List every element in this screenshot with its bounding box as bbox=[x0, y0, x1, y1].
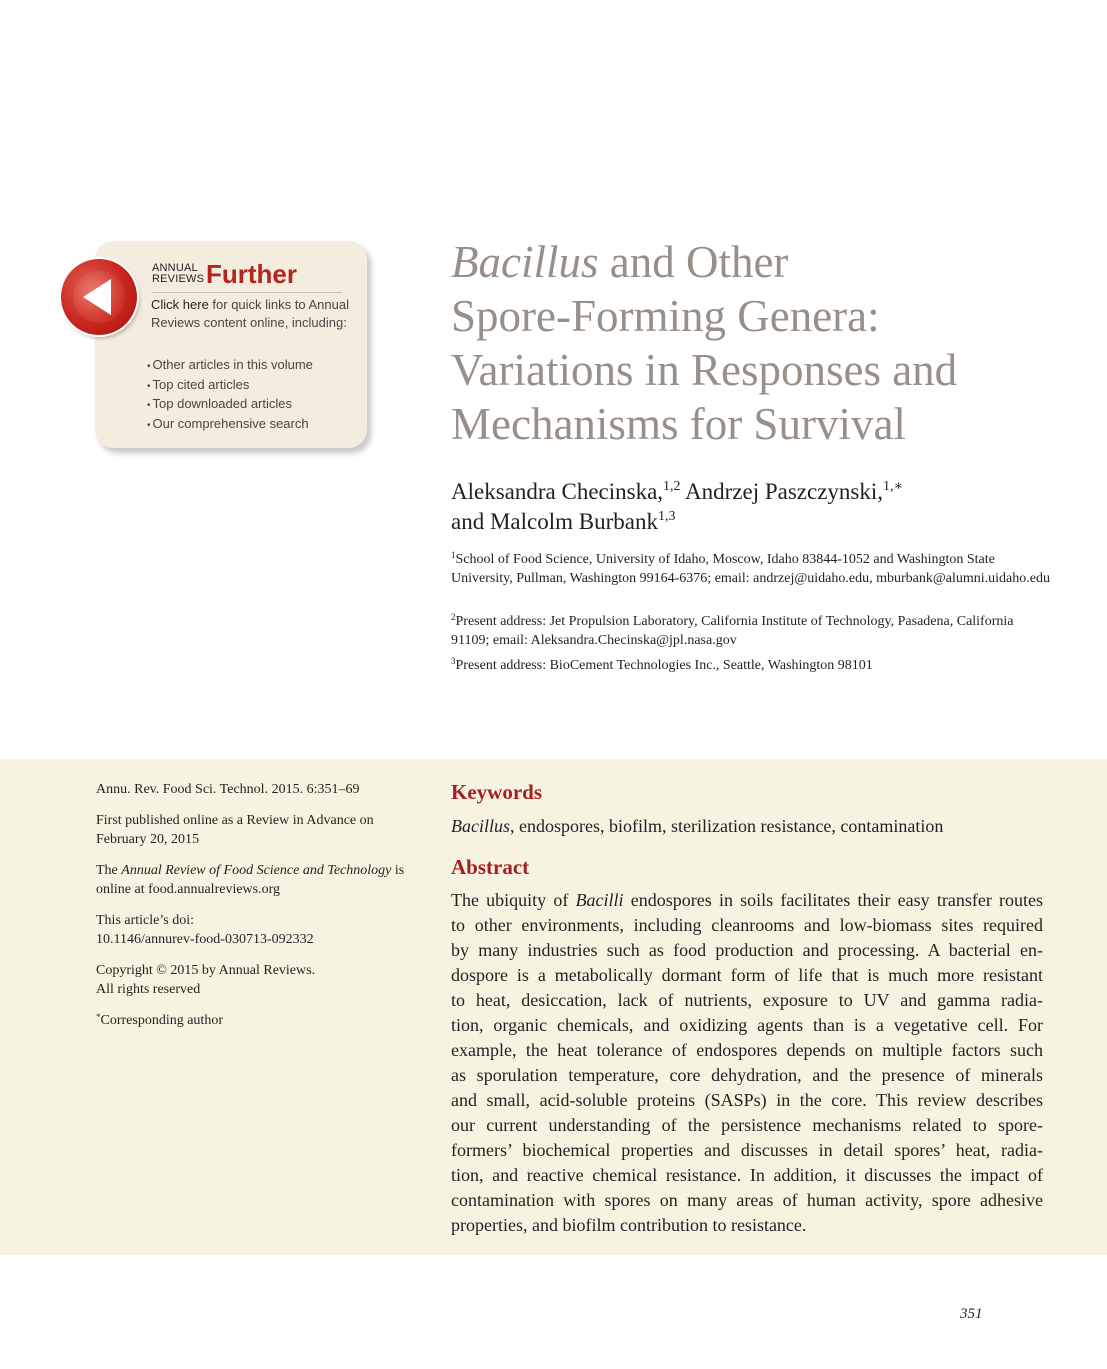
doi-block bbox=[96, 911, 416, 949]
further-intro-text: for quick links to Annual Reviews content online, including: bbox=[151, 297, 349, 330]
journal-info bbox=[96, 861, 416, 899]
logo-line-reviews: REVIEWS bbox=[152, 273, 205, 285]
doi-label: This article’s doi: bbox=[96, 913, 194, 928]
abstract-line: example, the heat tolerance of endospores depends on multiple factors such bbox=[451, 1040, 1043, 1060]
abstract-line: and small, acid-soluble proteins (SASPs) in the core. This review describes bbox=[451, 1090, 1043, 1110]
author-list bbox=[451, 477, 1051, 537]
rights: All rights reserved bbox=[96, 982, 201, 997]
further-links bbox=[147, 356, 313, 434]
corresponding-text: Corresponding author bbox=[100, 1013, 223, 1028]
copyright-block bbox=[96, 961, 416, 999]
further-intro bbox=[151, 296, 351, 331]
affiliation-text: Present address: Jet Propulsion Laboratory, California Institute of Technology, Pasadena, California 91109; email: Aleksandra.Checinska@jpl.nasa.gov bbox=[451, 614, 1014, 648]
corresponding-author bbox=[96, 1011, 416, 1030]
abstract-line: to heat, desiccation, lack of nutrients, exposure to UV and gamma radia- bbox=[451, 990, 1043, 1010]
further-link-other-articles[interactable]: • Other articles in this volume bbox=[147, 356, 313, 376]
further-link-top-downloaded[interactable]: • Top downloaded articles bbox=[147, 395, 313, 415]
further-link-top-cited[interactable]: • Top cited articles bbox=[147, 376, 313, 396]
abstract-line-text: endospores in soils facilitates their easy transfer routes bbox=[630, 890, 1043, 910]
abstract-line: formers’ biochemical properties and discusses in detail spores’ heat, radia- bbox=[451, 1140, 1043, 1160]
affiliation-mark: 2 bbox=[451, 612, 456, 622]
author-affil-mark: 1,3 bbox=[657, 509, 676, 524]
further-header bbox=[152, 259, 342, 293]
affiliation-mark: 3 bbox=[451, 656, 456, 666]
abstract-line: to other environments, including cleanrooms and low-biomass sites required bbox=[451, 915, 1043, 935]
journal-suffix: is online at food.annualreviews.org bbox=[96, 863, 405, 897]
affiliation-text: School of Food Science, University of Idaho, Moscow, Idaho 83844-1052 and Washington State University, Pullman, Washington 99164-6376; email: andrzej@uidaho.edu, mburbank@alumni.uidaho.edu bbox=[451, 552, 1050, 586]
abstract-italic: Bacilli bbox=[575, 890, 624, 910]
abstract-line: tion, organic chemicals, and oxidizing agents than is a vegetative cell. For bbox=[451, 1015, 1043, 1035]
logo-line-annual: ANNUAL bbox=[152, 262, 198, 274]
article-title bbox=[451, 235, 1051, 451]
further-title: Further bbox=[206, 259, 297, 289]
abstract-line: our current understanding of the persistence mechanisms related to spore- bbox=[451, 1115, 1043, 1135]
keywords-heading: Keywords bbox=[451, 780, 542, 804]
keywords-list bbox=[451, 814, 1051, 838]
author-affil-mark: 1,∗ bbox=[883, 479, 904, 494]
affiliation-mark: 1 bbox=[451, 550, 456, 560]
abstract-line: tion, and reactive chemical resistance. In addition, it discusses the impact of bbox=[451, 1165, 1043, 1185]
doi-link[interactable]: 10.1146/annurev-food-030713-092332 bbox=[96, 932, 314, 947]
title-line2: Spore-Forming Genera: bbox=[451, 291, 880, 341]
abstract-line: as sporulation temperature, core dehydration, and the presence of minerals bbox=[451, 1065, 1043, 1085]
title-italic: Bacillus bbox=[451, 237, 599, 287]
citation: Annu. Rev. Food Sci. Technol. 2015. 6:351–69 bbox=[96, 782, 360, 797]
abstract-text bbox=[451, 888, 1043, 1238]
abstract-prefix: The ubiquity of bbox=[451, 890, 576, 910]
click-here-link[interactable]: Click here bbox=[151, 297, 209, 312]
abstract-line: dospore is a metabolically dormant form of life that is much more resistant bbox=[451, 965, 1043, 985]
journal-name: Annual Review of Food Science and Technology bbox=[121, 863, 392, 878]
keyword-italic: Bacillus bbox=[451, 816, 510, 836]
back-arrow-icon[interactable] bbox=[61, 259, 137, 335]
abstract-line: properties, and biofilm contribution to resistance. bbox=[451, 1215, 807, 1235]
affiliation bbox=[451, 656, 1051, 675]
abstract-heading: Abstract bbox=[451, 855, 530, 879]
author-name: and Malcolm Burbank bbox=[451, 509, 658, 534]
page-number: 351 bbox=[960, 1306, 983, 1322]
abstract-line: contamination with spores on many areas of human activity, spore adhesive bbox=[451, 1190, 1043, 1210]
journal-prefix: The bbox=[96, 863, 122, 878]
first-published: First published online as a Review in Advance on February 20, 2015 bbox=[96, 813, 374, 847]
abstract-space bbox=[624, 890, 631, 910]
copyright: Copyright © 2015 by Annual Reviews. bbox=[96, 963, 316, 978]
keywords-rest: , endospores, biofilm, sterilization resistance, contamination bbox=[510, 816, 944, 836]
author-affil-mark: 1,2 bbox=[663, 479, 681, 494]
back-arrow-glyph bbox=[61, 259, 137, 335]
affiliation-text: Present address: BioCement Technologies Inc., Seattle, Washington 98101 bbox=[455, 658, 873, 673]
abstract-line: by many industries such as food production and processing. A bacterial en- bbox=[451, 940, 1043, 960]
author-name: Andrzej Paszczynski, bbox=[685, 479, 884, 504]
abstract-line bbox=[451, 888, 1043, 913]
affiliation bbox=[451, 612, 1051, 650]
author-name: Aleksandra Checinska, bbox=[451, 479, 664, 504]
affiliation bbox=[451, 550, 1051, 588]
corresponding-mark: * bbox=[96, 1012, 101, 1022]
title-line1: and Other bbox=[598, 237, 789, 287]
annual-reviews-logo bbox=[152, 263, 204, 285]
title-line4: Mechanisms for Survival bbox=[451, 399, 906, 449]
further-link-search[interactable]: • Our comprehensive search bbox=[147, 415, 313, 435]
title-line3: Variations in Responses and bbox=[451, 345, 958, 395]
